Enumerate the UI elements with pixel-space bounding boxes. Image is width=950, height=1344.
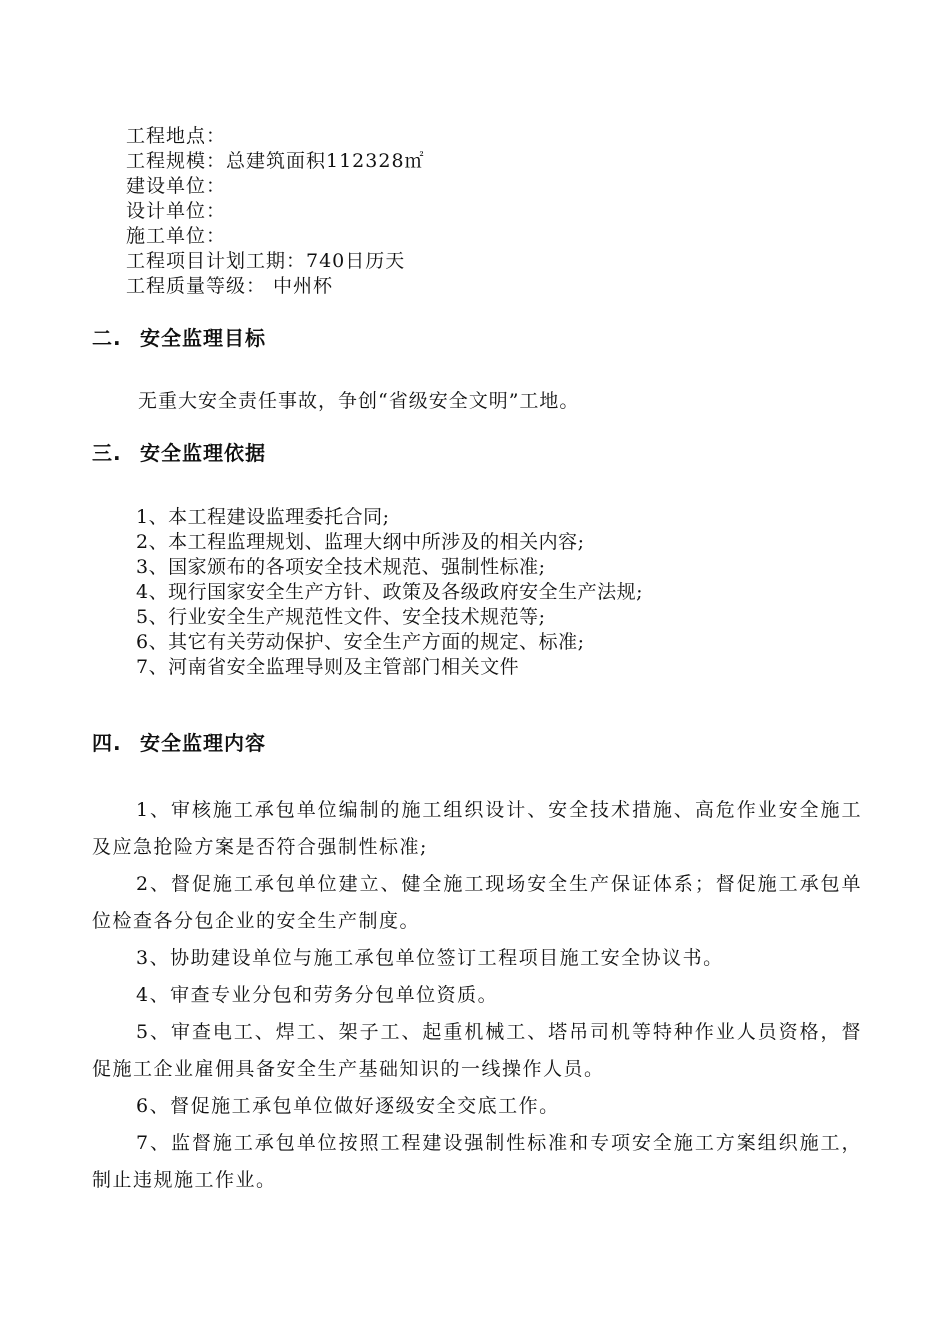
list-item: 7、监督施工承包单位按照工程建设强制性标准和专项安全施工方案组织施工，制止违规施工作业。 — [92, 1132, 862, 1191]
list-item: 5、行业安全生产规范性文件、安全技术规范等; — [136, 606, 546, 628]
section-4-number: 四. — [92, 731, 122, 755]
list-item: 5、审查电工、焊工、架子工、起重机械工、塔吊司机等特种作业人员资格，督促施工企业雇佣具备安全生产基础知识的一线操作人员。 — [92, 1021, 862, 1080]
project-duration: 工程项目计划工期：740日历天 — [126, 250, 406, 272]
construction-unit: 施工单位： — [126, 225, 227, 247]
section-2-heading — [92, 324, 266, 352]
safety-goal-text: 无重大安全责任事故，争创“省级安全文明”工地。 — [138, 390, 580, 412]
construction-owner: 建设单位： — [126, 175, 227, 197]
quality-level: 工程质量等级： 中州杯 — [126, 275, 334, 297]
project-scale: 工程规模：总建筑面积112328㎡ — [126, 150, 425, 172]
list-item: 4、审查专业分包和劳务分包单位资质。 — [136, 984, 499, 1006]
list-item: 7、河南省安全监理导则及主管部门相关文件 — [136, 656, 520, 678]
content-list — [92, 792, 862, 1199]
section-4-heading — [92, 729, 266, 757]
list-item: 4、现行国家安全生产方针、政策及各级政府安全生产法规; — [136, 581, 643, 603]
list-item: 2、本工程监理规划、监理大纲中所涉及的相关内容; — [136, 531, 585, 553]
section-4-title: 安全监理内容 — [140, 731, 266, 755]
list-item: 3、国家颁布的各项安全技术规范、强制性标准; — [136, 556, 546, 578]
project-location: 工程地点： — [126, 125, 227, 147]
list-item: 2、督促施工承包单位建立、健全施工现场安全生产保证体系；督促施工承包单位检查各分包企业的安全生产制度。 — [92, 873, 862, 932]
section-2-number: 二. — [92, 326, 122, 350]
section-3-heading — [92, 439, 266, 467]
list-item: 1、本工程建设监理委托合同; — [136, 506, 390, 528]
section-3-title: 安全监理依据 — [140, 441, 266, 465]
project-info — [126, 124, 686, 299]
list-item: 6、其它有关劳动保护、安全生产方面的规定、标准; — [136, 631, 585, 653]
list-item: 6、督促施工承包单位做好逐级安全交底工作。 — [136, 1095, 560, 1117]
list-item: 1、审核施工承包单位编制的施工组织设计、安全技术措施、高危作业安全施工及应急抢险方案是否符合强制性标准; — [92, 799, 862, 858]
basis-list — [136, 505, 836, 680]
section-3-number: 三. — [92, 441, 122, 465]
section-2-title: 安全监理目标 — [140, 326, 266, 350]
list-item: 3、协助建设单位与施工承包单位签订工程项目施工安全协议书。 — [136, 947, 724, 969]
design-unit: 设计单位： — [126, 200, 227, 222]
